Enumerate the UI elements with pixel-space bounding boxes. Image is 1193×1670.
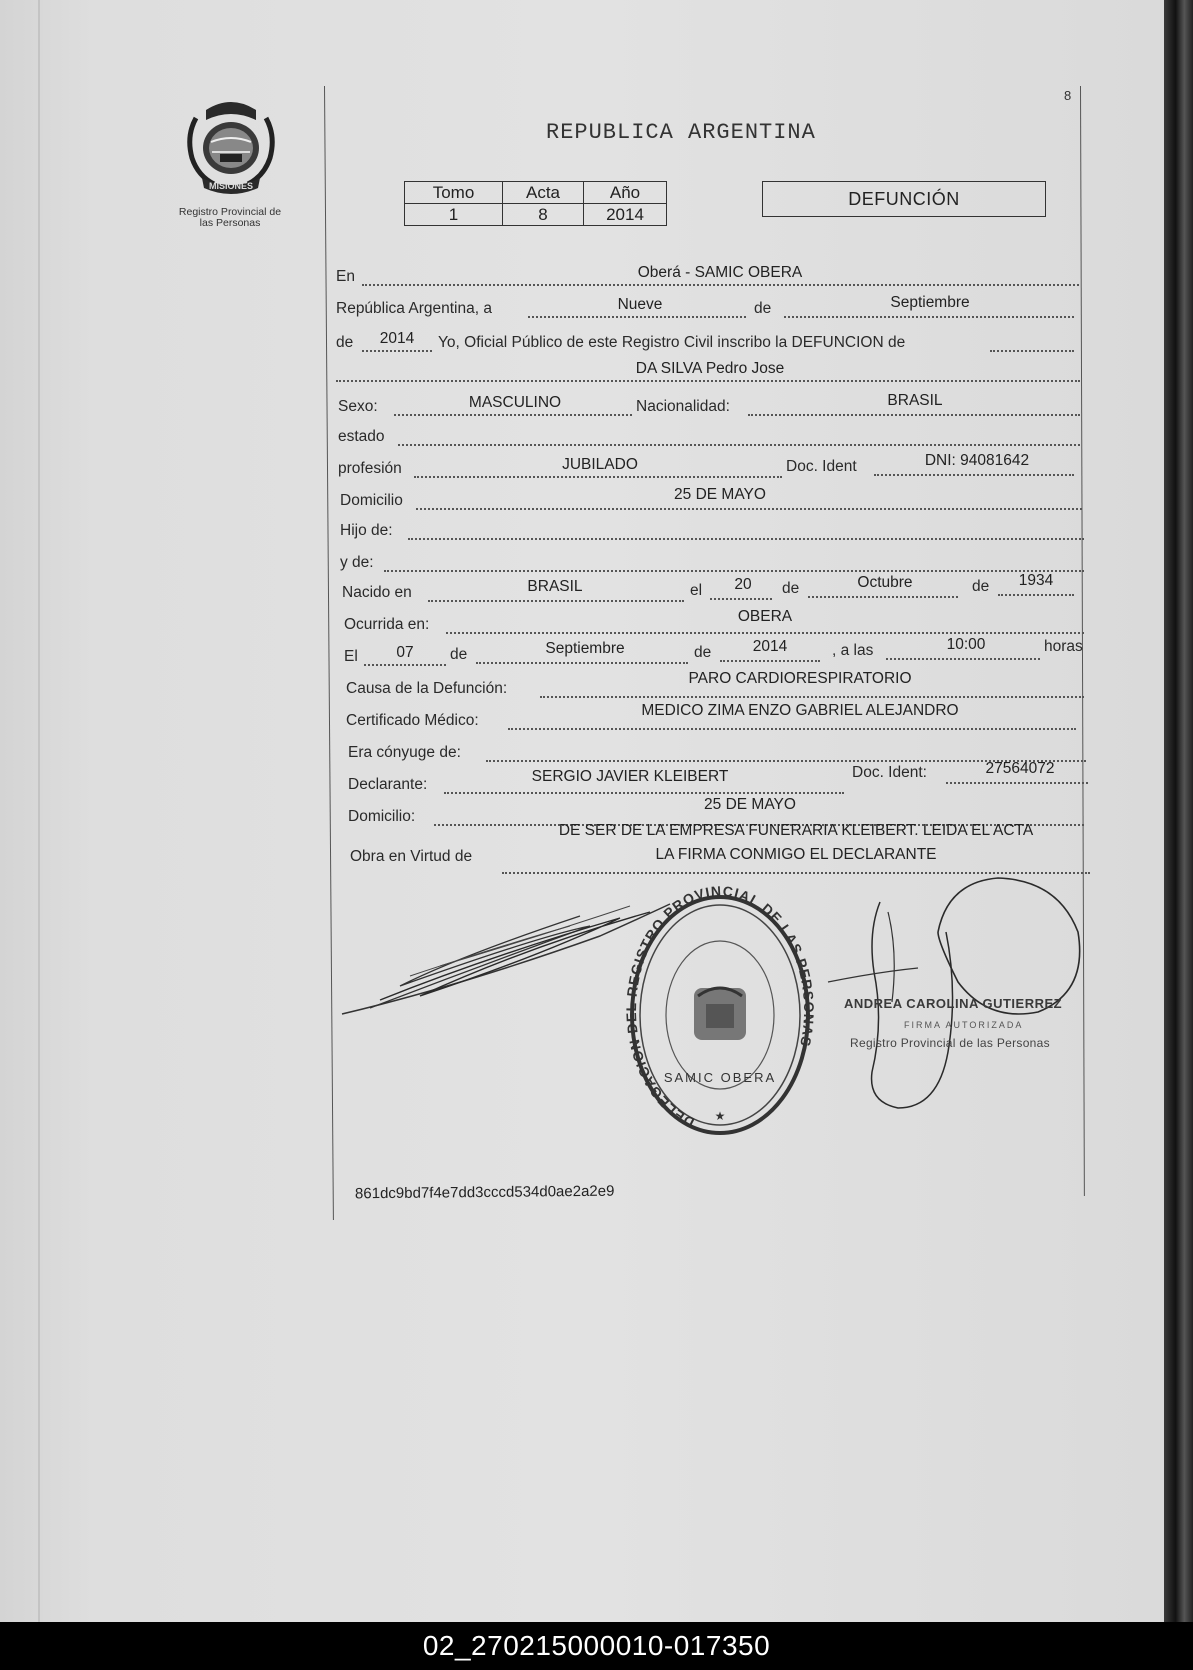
dotted-line — [384, 570, 1084, 572]
label-doc-ident-declarante: Doc. Ident: — [852, 764, 927, 781]
death-day-value: 07 — [396, 644, 414, 661]
death-place-value: OBERA — [737, 608, 793, 625]
dotted-line — [998, 594, 1074, 596]
dotted-line — [416, 508, 1082, 510]
misiones-coat-of-arms-logo — [184, 96, 278, 196]
month-value: Septiembre — [890, 294, 970, 311]
page-number: 8 — [1064, 88, 1072, 103]
official-name: ANDREA CAROLINA GUTIERREZ — [844, 996, 1063, 1011]
record-table-value-row — [405, 204, 667, 226]
dotted-line — [364, 664, 446, 666]
label-de-year: de — [336, 334, 354, 351]
dotted-line — [444, 792, 844, 794]
place-value: Oberá - SAMIC OBERA — [637, 264, 803, 281]
dotted-line — [874, 474, 1074, 476]
label-republica-a: República Argentina, a — [336, 300, 492, 317]
label-y-de: y de: — [340, 554, 374, 571]
official-registry: Registro Provincial de las Personas — [850, 1036, 1050, 1050]
label-conyuge: Era cónyuge de: — [348, 744, 461, 761]
dotted-line — [748, 414, 1080, 416]
registry-caption — [160, 207, 300, 229]
label-domicilio: Domicilio — [340, 492, 403, 509]
dotted-line — [710, 598, 772, 600]
death-month-value: Septiembre — [545, 640, 625, 657]
doc-ident-value: DNI: 94081642 — [924, 452, 1030, 469]
dotted-line — [990, 350, 1074, 352]
label-el: el — [690, 582, 703, 599]
label-declarante: Declarante: — [348, 776, 428, 793]
dotted-line — [408, 538, 1084, 540]
label-ocurrida-en: Ocurrida en: — [344, 616, 430, 633]
obra-line1-value: DE SER DE LA EMPRESA FUNERARIA KLEIBERT. LEIDA EL ACTA — [558, 822, 1034, 839]
label-de: de — [754, 300, 772, 317]
dotted-line — [398, 444, 1080, 446]
label-yo-oficial: Yo, Oficial Público de este Registro Civil inscribo la DEFUNCION de — [438, 334, 906, 351]
country-title: REPUBLICA ARGENTINA — [546, 120, 816, 145]
stamp-center-text: SAMIC OBERA — [663, 1070, 777, 1085]
acta-header: Acta — [503, 182, 584, 204]
record-table — [404, 181, 667, 226]
dotted-line — [476, 662, 688, 664]
day-value: Nueve — [617, 296, 663, 313]
dotted-line — [362, 350, 432, 352]
death-time-value: 10:00 — [946, 636, 986, 653]
dotted-line — [720, 660, 820, 662]
registry-caption-line2: las Personas — [199, 217, 261, 229]
label-profesion: profesión — [338, 460, 402, 477]
cause-value: PARO CARDIORESPIRATORIO — [688, 670, 912, 687]
official-role: FIRMA AUTORIZADA — [904, 1020, 1024, 1030]
dotted-line — [784, 316, 1074, 318]
label-de-birth-year: de — [972, 578, 990, 595]
ano-value: 2014 — [584, 204, 667, 226]
dotted-line — [508, 728, 1076, 730]
label-de-death-year: de — [694, 644, 712, 661]
label-en: En — [336, 268, 355, 285]
dotted-line — [394, 414, 632, 416]
dotted-line — [362, 284, 1079, 286]
label-horas: horas — [1044, 638, 1083, 655]
obra-line2-value: LA FIRMA CONMIGO EL DECLARANTE — [655, 846, 937, 863]
medical-certificate-value: MEDICO ZIMA ENZO GABRIEL ALEJANDRO — [641, 702, 959, 719]
stamp-star-icon: ★ — [714, 1109, 726, 1123]
label-nacido-en: Nacido en — [342, 584, 412, 601]
dotted-line — [528, 316, 746, 318]
dotted-line — [540, 696, 1084, 698]
tomo-header: Tomo — [405, 182, 503, 204]
scan-id-bar — [0, 1622, 1193, 1670]
dotted-line — [336, 380, 1080, 382]
label-de-death-month: de — [450, 646, 468, 663]
birth-month-value: Octubre — [857, 574, 913, 591]
profession-value: JUBILADO — [562, 456, 638, 473]
death-year-value: 2014 — [752, 638, 788, 655]
document-hash: 861dc9bd7f4e7dd3cccd534d0ae2a2e9 — [354, 1182, 615, 1203]
birth-day-value: 20 — [734, 576, 752, 593]
dotted-line — [886, 658, 1040, 660]
label-certificado: Certificado Médico: — [346, 712, 479, 729]
scan-border — [1164, 0, 1193, 1622]
page-edge — [38, 0, 40, 1622]
logo-text: MISIONES — [208, 181, 254, 191]
sex-value: MASCULINO — [468, 394, 562, 411]
label-el-death: El — [344, 648, 358, 665]
record-table-header-row — [405, 182, 667, 204]
dotted-line — [808, 596, 958, 598]
registry-caption-line1: Registro Provincial de — [178, 206, 282, 218]
label-obra: Obra en Virtud de — [350, 848, 473, 865]
declarant-value: SERGIO JAVIER KLEIBERT — [531, 768, 729, 785]
year-value: 2014 — [379, 330, 415, 347]
dotted-line — [946, 782, 1088, 784]
label-de-birth-month: de — [782, 580, 800, 597]
label-causa: Causa de la Defunción: — [346, 680, 508, 697]
nationality-value: BRASIL — [887, 392, 943, 409]
acta-value: 8 — [503, 204, 584, 226]
label-nacionalidad: Nacionalidad: — [636, 398, 730, 415]
scan-id: 02_270215000010-017350 — [422, 1630, 771, 1661]
tomo-value: 1 — [405, 204, 503, 226]
ano-header: Año — [584, 182, 667, 204]
label-domicilio-declarante: Domicilio: — [348, 808, 416, 825]
deceased-name-value: DA SILVA Pedro Jose — [635, 360, 785, 377]
registry-seal-stamp — [622, 882, 818, 1138]
label-hijo-de: Hijo de: — [340, 522, 393, 539]
label-estado: estado — [338, 428, 385, 445]
declarant-domicile-value: 25 DE MAYO — [704, 796, 796, 813]
dotted-line — [446, 632, 1084, 634]
stamp-ring-text: DELEGACION DEL REGISTRO PROVINCIAL DE LAS PERSONAS — [622, 882, 818, 1131]
birth-year-value: 1934 — [1018, 572, 1054, 589]
domicile-value: 25 DE MAYO — [674, 486, 766, 503]
declarant-doc-value: 27564072 — [985, 760, 1055, 777]
label-a-las: , a las — [832, 642, 874, 659]
label-doc-ident: Doc. Ident — [786, 458, 857, 475]
dotted-line — [428, 600, 684, 602]
label-sexo: Sexo: — [338, 398, 378, 415]
birth-place-value: BRASIL — [527, 578, 583, 595]
dotted-line — [414, 476, 782, 478]
document-type-box: DEFUNCIÓN — [762, 181, 1046, 217]
